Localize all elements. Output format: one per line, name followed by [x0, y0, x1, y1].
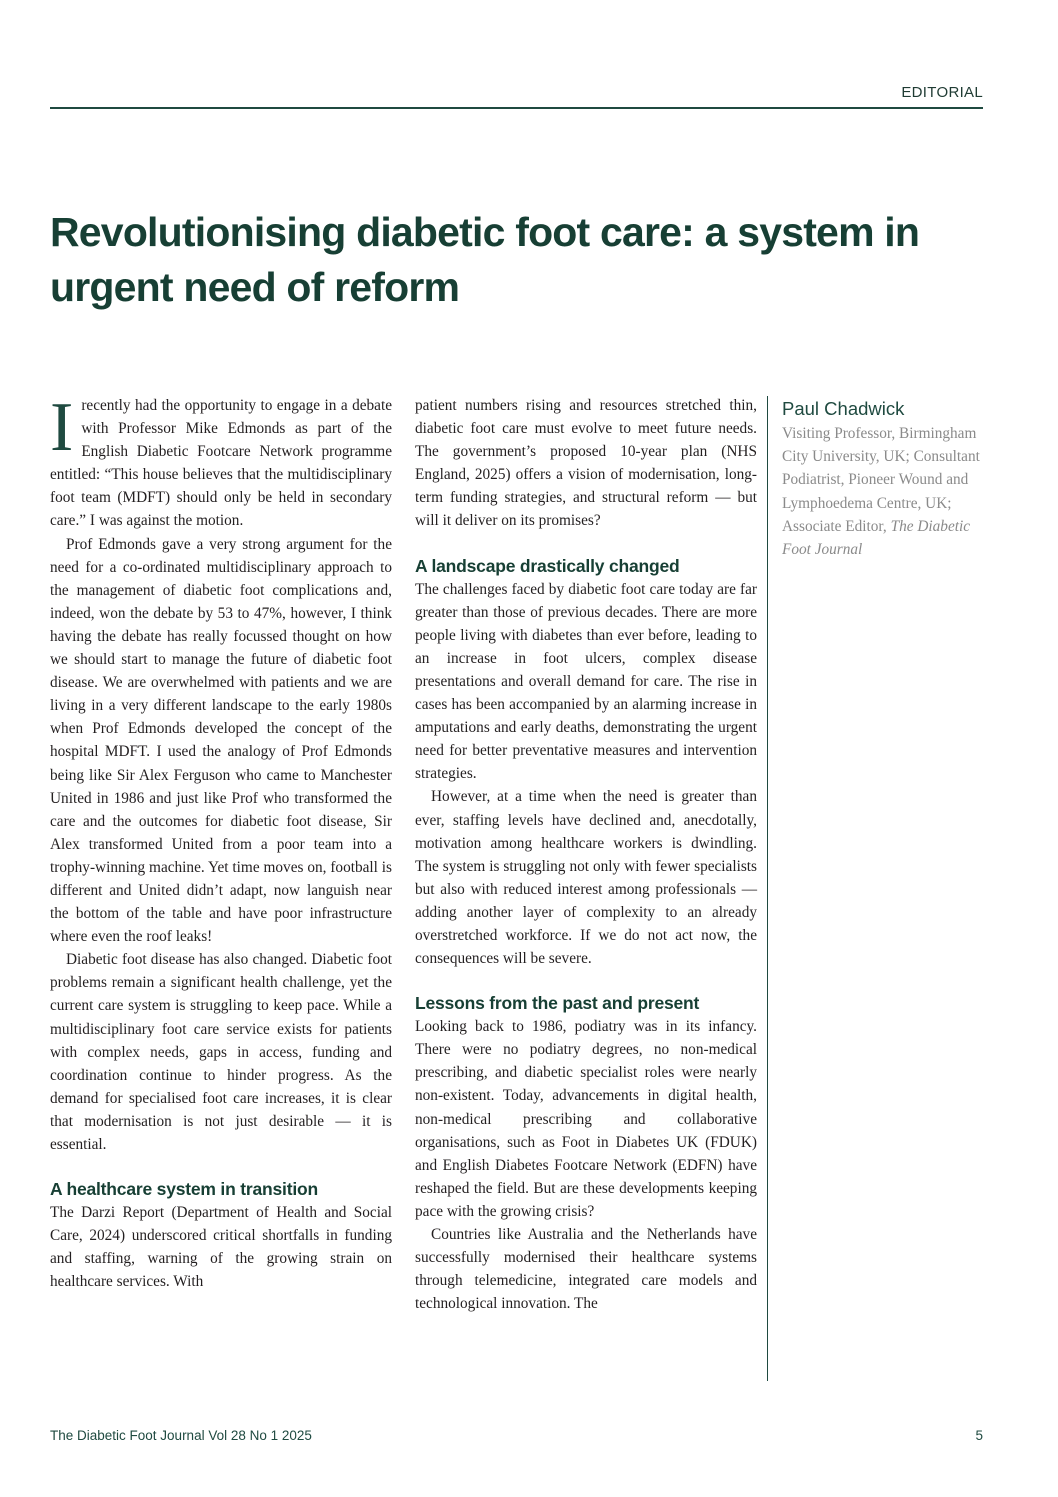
- paragraph: However, at a time when the need is greater than ever, staffing levels have declined and, anecdotally, motivation among healthcare workers is dwindling. The system is struggling not only with fewer specialists but also with reduced interest among professionals — adding another layer of complexity to an already overstretched workforce. If we do not act now, the consequences will be severe.: [415, 788, 757, 968]
- paragraph: Prof Edmonds gave a very strong argument for the need for a co-ordinated multidisciplinary approach to the management of diabetic foot complications and, indeed, won the debate by 53 to 47%, however, I think having the debate has really focussed thought on how we should start to manage the future of diabetic foot disease. We are overwhelmed with patients and we are living in a very different landscape to the early 1980s when Prof Edmonds developed the concept of the hospital MDFT. I used the analogy of Prof Edmonds being like Sir Alex Ferguson who came to Manchester United in 1986 and just like Prof who transformed the care and the outcomes for diabetic foot disease, Sir Alex transformed United from a poor team into a trophy-winning machine. Yet time moves on, football is different and United didn’t adapt, now languish near the bottom of the table and have poor infrastructure where even the roof leaks!: [50, 535, 392, 946]
- section-label: EDITORIAL: [901, 84, 983, 101]
- section-heading: A landscape drastically changed: [415, 555, 680, 576]
- body-column-2: [415, 394, 757, 1315]
- paragraph: Looking back to 1986, podiatry was in its infancy. There were no podiatry degrees, no non-medical prescribing, and diabetic specialist roles were nearly non-existent. Today, advancements in digital health, non-medical prescribing and collaborative organisations, such as Foot in Diabetes UK (FDUK) and English Diabetes Footcare Network (EDFN) have reshaped the field. But are these developments keeping pace with the growing crisis?: [415, 1018, 757, 1220]
- article-title: Revolutionising diabetic foot care: a system in urgent need of reform: [50, 209, 920, 310]
- journal-name: The Diabetic Foot Journal: [782, 517, 971, 559]
- paragraph: The Darzi Report (Department of Health and Social Care, 2024) underscored critical shortfalls in funding and staffing, warning of the growing strain on healthcare services. With: [50, 1204, 392, 1291]
- author-sidebar: [782, 396, 997, 561]
- header-divider: [50, 107, 983, 109]
- page-number: 5: [975, 1428, 983, 1443]
- paragraph: patient numbers rising and resources stretched thin, diabetic foot care must evolve to meet future needs. The government’s proposed 10-year plan (NHS England, 2025) offers a vision of modernisation, long-term funding strategies, and structural reform — but will it deliver on its promises?: [415, 397, 757, 530]
- affiliation-text: Visiting Professor, Birmingham City University, UK; Consultant Podiatrist, Pioneer Wound and Lymphoedema Centre, UK; Associate Editor,: [782, 425, 980, 535]
- section-heading: Lessons from the past and present: [415, 993, 700, 1014]
- footer-citation: The Diabetic Foot Journal Vol 28 No 1 2025: [50, 1428, 312, 1443]
- paragraph: Diabetic foot disease has also changed. Diabetic foot problems remain a significant health challenge, yet the current care system is struggling to keep pace. While a multidisciplinary foot care service exists for patients with complex needs, gaps in access, funding and coordination continue to hinder progress. As the demand for specialised foot care increases, it is clear that modernisation is not just desirable — it is essential.: [50, 951, 392, 1153]
- paragraph-text: recently had the opportunity to engage in a debate with Professor Mike Edmonds as part of the English Diabetic Footcare Network programme entitled: “This house believes that the multidisciplinary foot team (MDFT) should only be held in secondary care.” I was against the motion.: [50, 397, 392, 530]
- author-affiliation: [782, 422, 997, 561]
- column-divider: [767, 396, 768, 1381]
- body-column-1: [50, 389, 392, 1293]
- paragraph: The challenges faced by diabetic foot care today are far greater than those of previous decades. There are more people living with diabetes than ever before, leading to an increase in foot ulcers, complex disease presentations and overall demand for care. The rise in cases has been accompanied by an alarming increase in amputations and early deaths, demonstrating the urgent need for better preventative measures and intervention strategies.: [415, 580, 757, 783]
- paragraph: [50, 389, 392, 533]
- author-name: Paul Chadwick: [782, 398, 905, 419]
- paragraph: Countries like Australia and the Netherlands have successfully modernised their healthcare systems through telemedicine, integrated care models and technological innovation. The: [415, 1226, 757, 1313]
- section-heading: A healthcare system in transition: [50, 1179, 318, 1200]
- drop-cap: I: [50, 389, 74, 466]
